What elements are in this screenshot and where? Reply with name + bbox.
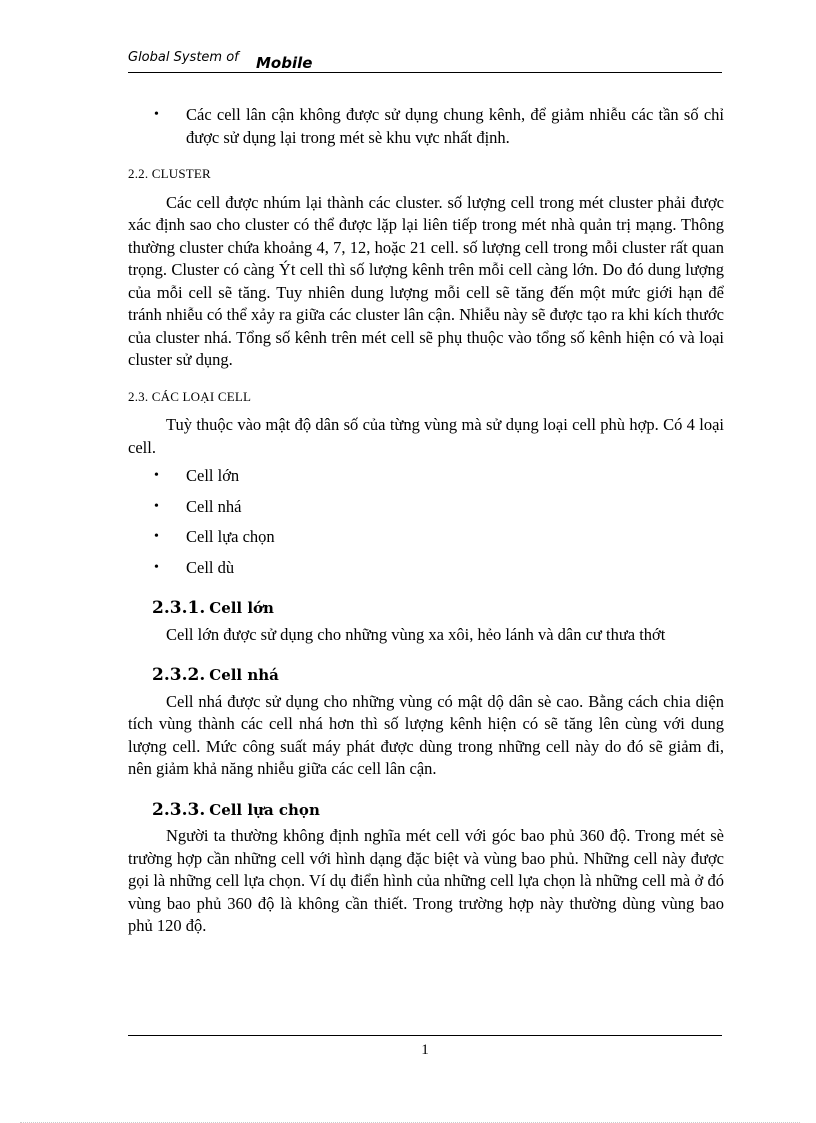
bullet-icon: • bbox=[154, 559, 159, 575]
intro-bullet bbox=[128, 104, 724, 149]
bullet-icon: • bbox=[154, 498, 159, 514]
page-number: 1 bbox=[421, 1042, 429, 1058]
list-item-text: Cell nhá bbox=[186, 496, 242, 516]
bullet-icon: • bbox=[154, 529, 159, 544]
list-item-text: Cell dù bbox=[186, 557, 235, 577]
subsection-title: Cell lớn bbox=[209, 599, 274, 617]
document-body bbox=[128, 104, 724, 938]
header-text-part2: Mobile bbox=[256, 54, 313, 72]
list-item-text: Cell lựa chọn bbox=[186, 527, 275, 546]
section-2-2-paragraph: Các cell được nhúm lại thành các cluster. số lượng cell trong mét cluster phải được xác định sao cho cluster có thể được lặp lại liên tiếp trong mét nhà quản trị mạng. Thông thường cluster chứa khoảng 4, 7, 12, hoặc 21 cell. số lượng cell trong mỗi cluster rất quan trọng. Cluster có càng Ýt cell thì số lượng kênh trên mỗi cell càng lớn. Do đó dung lượng của mỗi cell sẽ tăng. Tuy nhiên dung lượng mỗi cell sẽ tăng đến một mức giới hạn để tránh nhiễu có thể xảy ra giữa các cluster lân cận. Nhiễu này sẽ được tạo ra khi kích thước của cluster nhá. Tổng số kênh trên mét cell sẽ phụ thuộc vào tổng số kênh hiện có và loại cluster sử dụng. bbox=[128, 192, 724, 369]
subsection-number: 2.3.1. bbox=[152, 598, 206, 618]
list-item bbox=[128, 496, 724, 519]
subsection-2-3-2-paragraph: Cell nhá được sử dụng cho những vùng có mật dộ dân sè cao. Bằng cách chia diện tích vùng thành các cell nhá hơn thì số lượng kênh hiện có sẽ tăng lên cùng với dung lượng cell. Mức công suất máy phát được dùng trong những cell này do đó sẽ giảm đi, nên giảm khả năng nhiễu giữa các cell lân cận. bbox=[128, 691, 724, 778]
section-2-3-heading: 2.3. CÁC LOẠI CELL bbox=[128, 388, 252, 404]
bullet-icon: • bbox=[154, 107, 159, 122]
subsection-title: Cell nhá bbox=[209, 666, 279, 684]
list-item bbox=[128, 557, 724, 580]
subsection-2-3-2-heading bbox=[152, 664, 724, 687]
subsection-title: Cell lựa chọn bbox=[209, 800, 320, 819]
subsection-2-3-1-heading bbox=[152, 597, 724, 620]
subsection-number: 2.3.2. bbox=[152, 665, 206, 685]
bullet-icon: • bbox=[154, 468, 159, 483]
subsection-2-3-3-heading bbox=[152, 799, 724, 822]
page-header bbox=[128, 46, 722, 73]
intro-bullet-text: Các cell lân cận không được sử dụng chung kênh, để giảm nhiễu các tần số chỉ được sử dụng lại trong mét sè khu vực nhất định. bbox=[186, 105, 724, 147]
subsection-2-3-3-paragraph: Người ta thường không định nghĩa mét cell với góc bao phủ 360 độ. Trong mét sè trường hợp cần những cell với hình dạng đặc biệt và vùng bao phủ. Những cell này được gọi là những cell lựa chọn. Ví dụ điển hình của những cell lựa chọn là những cell mà ở đó vùng bao phủ 360 độ là không cần thiết. Trong trường hợp này thường dùng vùng bao phủ 120 độ. bbox=[128, 826, 724, 935]
list-item bbox=[128, 465, 724, 488]
subsection-2-3-1-paragraph: Cell lớn được sử dụng cho những vùng xa xôi, hẻo lánh và dân cư thưa thớt bbox=[166, 624, 666, 644]
section-2-2-heading: 2.2. CLUSTER bbox=[128, 166, 211, 181]
cell-type-list bbox=[128, 465, 724, 579]
header-text-part1: Global System of bbox=[128, 50, 239, 65]
list-item-text: Cell lớn bbox=[186, 466, 240, 485]
section-2-3-paragraph: Tuỳ thuộc vào mật độ dân số của từng vùng mà sử dụng loại cell phù hợp. Có 4 loại cell. bbox=[128, 415, 724, 457]
footer-divider bbox=[128, 1035, 722, 1036]
subsection-number: 2.3.3. bbox=[152, 799, 206, 820]
list-item bbox=[128, 526, 724, 549]
